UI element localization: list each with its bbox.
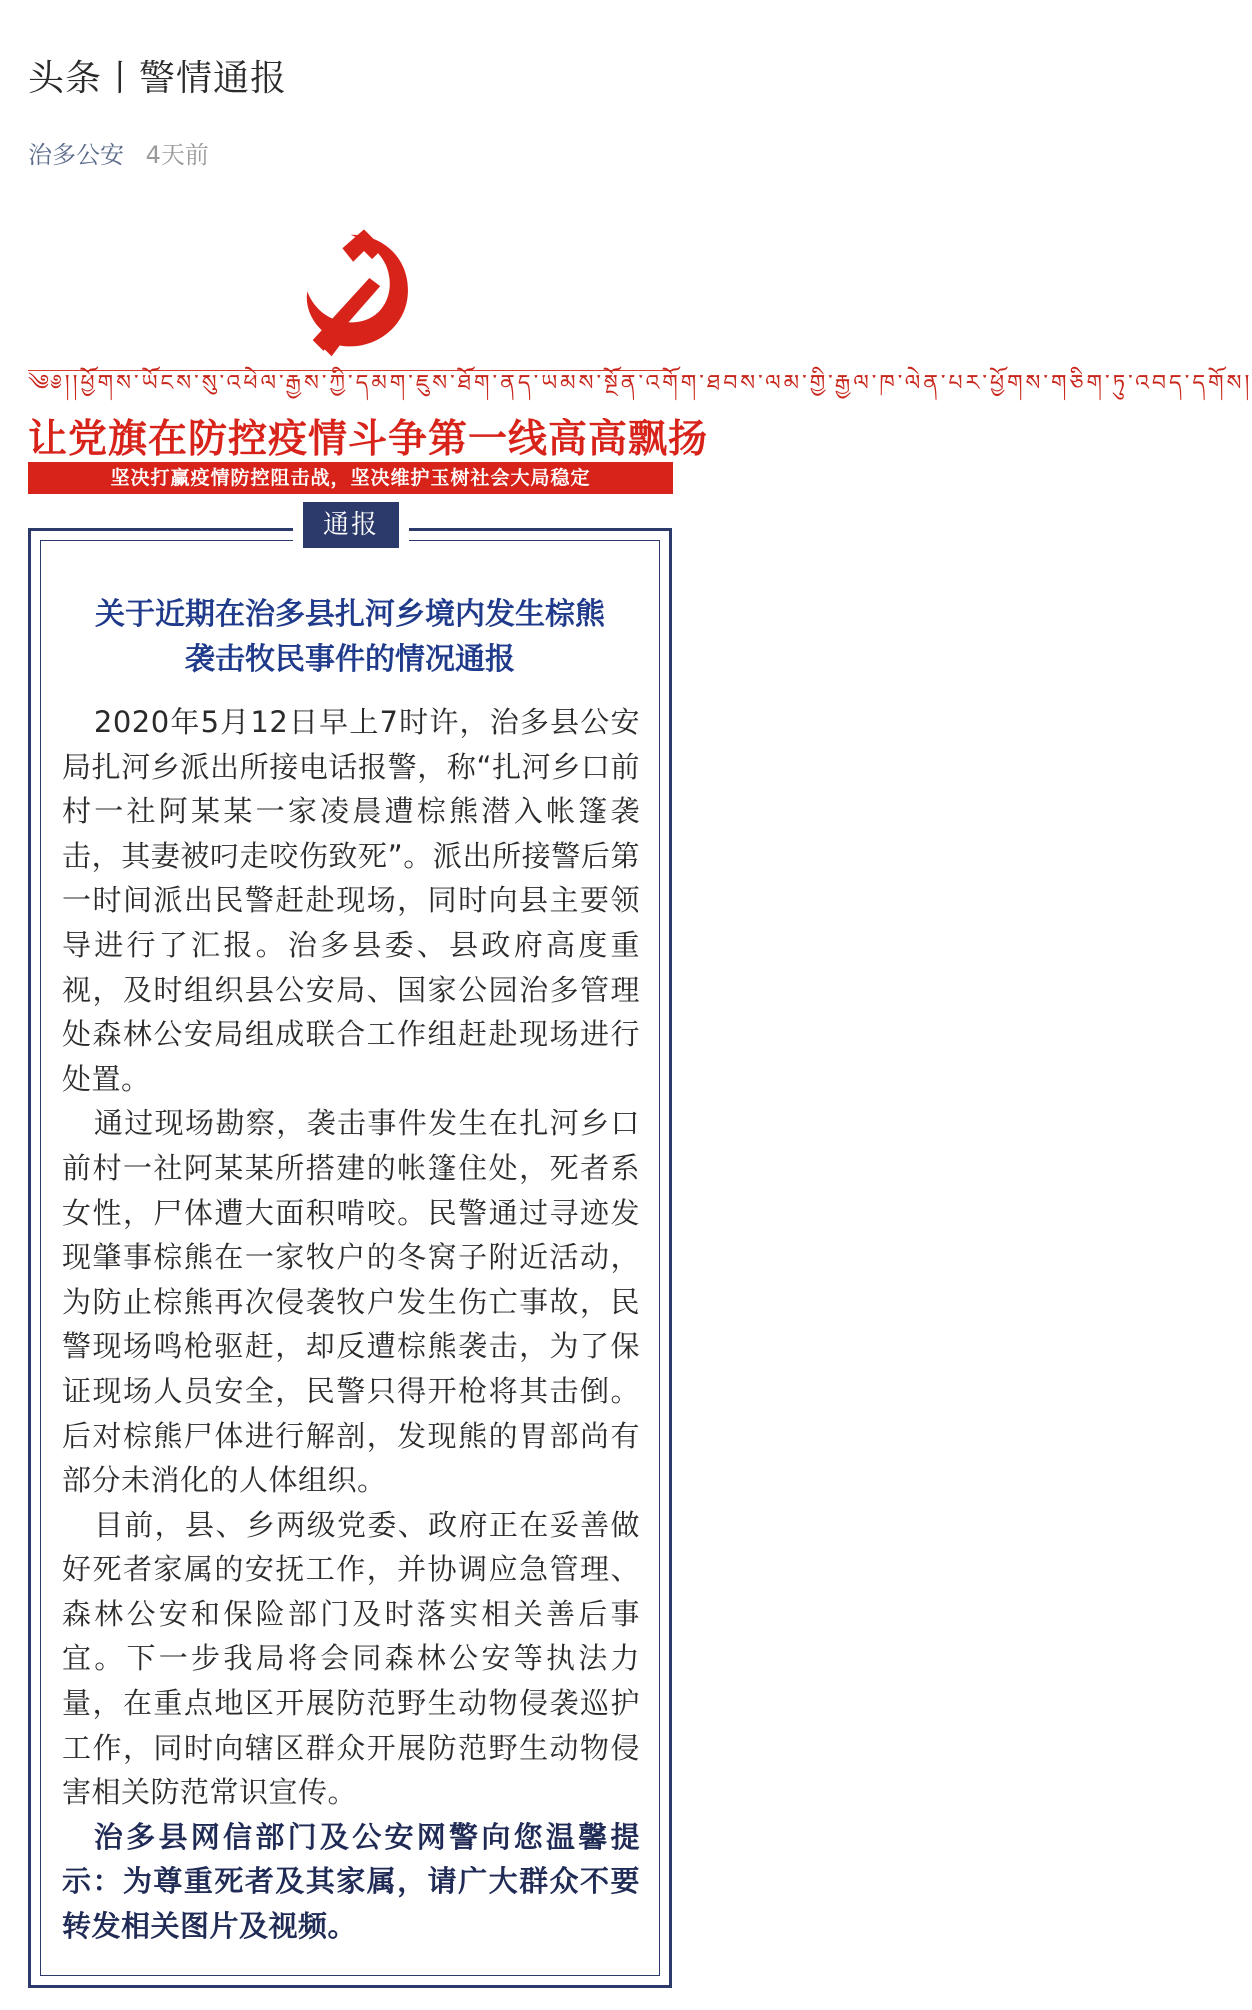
banner-slogan-main: 让党旗在防控疫情斗争第一线高高飘扬 — [28, 417, 709, 462]
paragraph-report: 2020年5月12日早上7时许，治多县公安局扎河乡派出所接电话报警，称“扎河乡口前村一社阿某某一家凌晨遭棕熊潜入帐篷袭击，其妻被叼走咬伤致死”。派出所接警后第一时间派出民警赶赴现场，同时向县主要领导进行了汇报。治多县委、县政府高度重视，及时组织县公安局、国家公园治多管理处森林公安局组成联合工作组赶赴现场进行处置。 — [62, 705, 640, 1096]
banner-slogan-sub: 坚决打赢疫情防控阻击战，坚决维护玉树社会大局稳定 — [28, 462, 673, 494]
article-header — [28, 50, 287, 101]
article-meta — [28, 135, 209, 170]
publish-time: 4天前 — [145, 141, 209, 169]
bulletin-body — [62, 700, 640, 1949]
bulletin-badge: 通报 — [303, 502, 399, 548]
bulletin-title-line-1: 关于近期在治多县扎河乡境内发生棕熊 — [95, 597, 605, 632]
article-title: 头条丨警情通报 — [28, 58, 288, 99]
hammer-and-sickle-icon — [283, 224, 418, 359]
account-name-link[interactable]: 治多公安 — [28, 141, 124, 169]
party-banner-image — [28, 220, 1252, 495]
tibetan-slogan: ༄༅།།ཕྱོགས་ཡོངས་སུ་འཕེལ་རྒྱས་ཀྱི་དམག་ཇུས་ཐོག་ནད་ཡམས་སྔོན་འགོག་ཐབས་ལམ་གྱི་རྒྱལ་ཁ་ལེན་པར་ཕྱོགས་གཅིག་ཏུ་འབད་དགོས། — [28, 371, 1252, 396]
paragraph-aftermath: 目前，县、乡两级党委、政府正在妥善做好死者家属的安抚工作，并协调应急管理、森林公安和保险部门及时落实相关善后事宜。下一步我局将会同森林公安等执法力量，在重点地区开展防范野生动物侵袭巡护工作，同时向辖区群众开展防范野生动物侵害相关防范常识宣传。 — [62, 1507, 640, 1810]
bulletin-title — [60, 592, 640, 682]
paragraph-warning: 治多县网信部门及公安网警向您温馨提示：为尊重死者及其家属，请广大群众不要转发相关图片及视频。 — [62, 1819, 640, 1944]
bulletin-title-line-2: 袭击牧民事件的情况通报 — [185, 642, 515, 677]
paragraph-investigation: 通过现场勘察，袭击事件发生在扎河乡口前村一社阿某某所搭建的帐篷住处，死者系女性，尸体遭大面积啃咬。民警通过寻迹发现肇事棕熊在一家牧户的冬窝子附近活动，为防止棕熊再次侵袭牧户发生伤亡事故，民警现场鸣枪驱赶，却反遭棕熊袭击，为了保证现场人员安全，民警只得开枪将其击倒。后对棕熊尸体进行解剖，发现熊的胃部尚有部分未消化的人体组织。 — [62, 1106, 640, 1498]
